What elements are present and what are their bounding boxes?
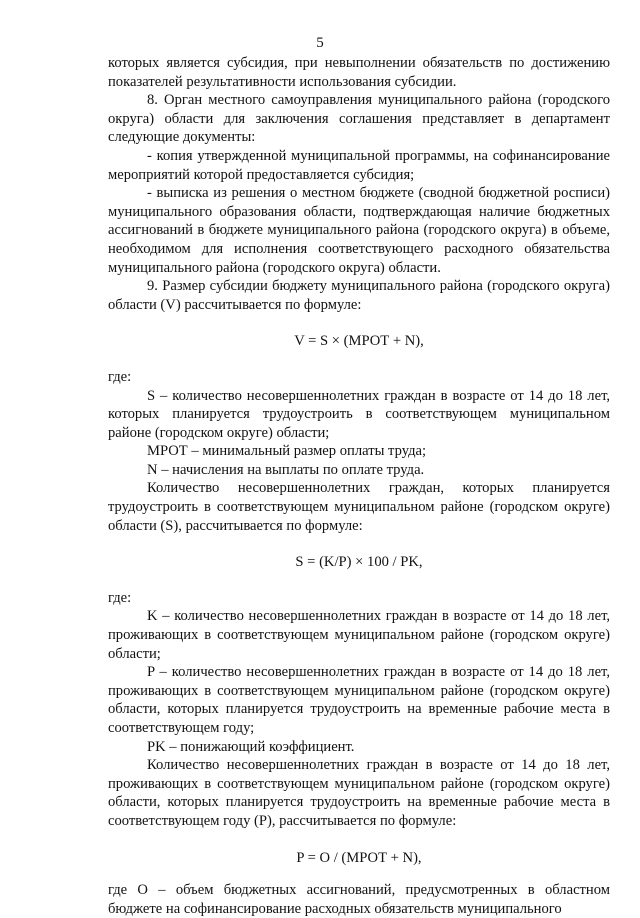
where-label: где:: [108, 368, 132, 385]
paragraph-program-copy: - копия утвержденной муниципальной программы, на софинансирование мероприятий которой предоставляется субсидия;: [108, 147, 610, 183]
formula-p: P = O / (МРОТ + N),: [296, 849, 422, 866]
paragraph-item-9: 9. Размер субсидии бюджету муниципального района (городского округа) области (V) рассчитывается по формуле:: [108, 278, 610, 313]
paragraph-where-o: где O – объем бюджетных ассигнований, предусмотренных в областном бюджете на софинансирование расходных обязательств муниципального: [108, 882, 610, 917]
definition-s: S – количество несовершеннолетних граждан в возрасте от 14 до 18 лет, которых планируется трудоустроить в соответствующем муниципальном районе (городском округе) области;: [108, 387, 610, 441]
document-body: [108, 54, 610, 918]
definition-pk: PK – понижающий коэффициент.: [147, 738, 355, 755]
where-label: где:: [108, 589, 132, 606]
paragraph-count-p: Количество несовершеннолетних граждан в возрасте от 14 до 18 лет, проживающих в соответствующем муниципальном районе (городском округе) области, которых планируется трудоустроить на временные рабочие места в соответствующем году (P), рассчитывается по формуле:: [108, 757, 610, 829]
definition-n: N – начисления на выплаты по оплате труда.: [147, 461, 425, 478]
definition-mrot: МРОТ – минимальный размер оплаты труда;: [147, 443, 427, 460]
paragraph-count-s: Количество несовершеннолетних граждан, которых планируется трудоустроить в соответствующем муниципальном районе (городском округе) области (S), рассчитывается по формуле:: [108, 480, 610, 534]
definition-p: P – количество несовершеннолетних граждан в возрасте от 14 до 18 лет, проживающих в соответствующем муниципальном районе (городском округе) области, которых планируется трудоустроить на временные рабочие места в соответствующем году;: [108, 664, 610, 736]
definition-k: K – количество несовершеннолетних граждан в возрасте от 14 до 18 лет, проживающих в соответствующем муниципальном районе (городском округе) области;: [108, 608, 610, 662]
paragraph-item-8: 8. Орган местного самоуправления муниципального района (городского округа) области для заключения соглашения представляет в департамент следующие документы:: [108, 92, 610, 146]
paragraph-budget-extract: - выписка из решения о местном бюджете (сводной бюджетной росписи) муниципального образования области, подтверждающая наличие бюджетных ассигнований в бюджете муниципального района (городского округа) в объеме, необходимом для исполнения соответствующего расходного обязательства муниципального района (городского округа) области.: [108, 185, 610, 276]
formula-v: V = S × (МРОТ + N),: [294, 333, 424, 350]
formula-s: S = (K/P) × 100 / PK,: [295, 554, 423, 571]
page-number: 5: [316, 35, 324, 51]
paragraph-subsidy-obligations: которых является субсидия, при невыполнении обязательств по достижению показателей результативности использования субсидии.: [108, 55, 610, 90]
